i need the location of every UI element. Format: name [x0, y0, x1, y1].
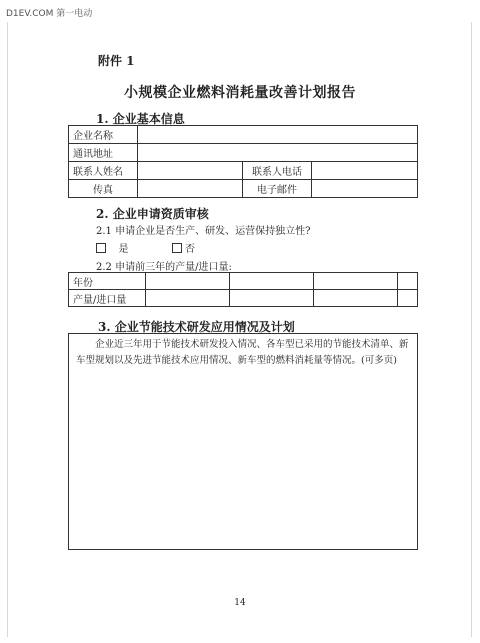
section-3-heading: 3. 企业节能技术研发应用情况及计划 [98, 320, 295, 334]
company-name-field[interactable] [138, 126, 418, 144]
year-cell-3[interactable] [314, 273, 398, 290]
fax-label: 传真 [69, 180, 138, 198]
document-title: 小规模企业燃料消耗量改善计划报告 [124, 85, 356, 101]
checkbox-icon[interactable] [172, 243, 182, 253]
site-watermark: D1EV.COM 第一电动 [6, 9, 93, 19]
option-yes-label: 是 [118, 244, 129, 255]
option-no-label: 否 [185, 244, 195, 255]
volume-cell-2[interactable] [230, 290, 314, 307]
table-row [69, 144, 418, 162]
email-field[interactable] [312, 180, 418, 198]
table-row [69, 273, 418, 290]
production-table [68, 272, 418, 307]
section-2-heading: 2. 企业申请资质审核 [96, 207, 209, 221]
question-independence: 2.1 申请企业是否生产、研发、运营保持独立性? [96, 226, 311, 237]
year-cell-4[interactable] [398, 273, 418, 290]
table-row [69, 290, 418, 307]
report-instructions: 企业近三年用于节能技术研发投入情况、各车型已采用的节能技术清单、新车型规划以及先进节能技术应用情况、新车型的燃料消耗量等情况。(可多页) [76, 339, 409, 366]
volume-label: 产量/进口量 [69, 290, 146, 307]
page-number: 14 [234, 598, 246, 608]
option-yes[interactable] [96, 240, 129, 255]
option-no[interactable] [172, 240, 195, 255]
year-cell-2[interactable] [230, 273, 314, 290]
year-cell-1[interactable] [146, 273, 230, 290]
section-1-heading: 1. 企业基本信息 [96, 112, 185, 126]
address-label: 通讯地址 [69, 144, 138, 162]
company-info-table [68, 125, 418, 198]
contact-name-field[interactable] [138, 162, 243, 180]
year-label: 年份 [69, 273, 146, 290]
volume-cell-1[interactable] [146, 290, 230, 307]
question-volume: 2.2 申请前三年的产量/进口量: [96, 262, 232, 273]
volume-cell-4[interactable] [398, 290, 418, 307]
contact-phone-label: 联系人电话 [243, 162, 312, 180]
company-name-label: 企业名称 [69, 126, 138, 144]
contact-name-label: 联系人姓名 [69, 162, 138, 180]
email-label: 电子邮件 [243, 180, 312, 198]
address-field[interactable] [138, 144, 418, 162]
contact-phone-field[interactable] [312, 162, 418, 180]
table-row [69, 180, 418, 198]
volume-cell-3[interactable] [314, 290, 398, 307]
checkbox-icon[interactable] [96, 243, 106, 253]
table-row [69, 162, 418, 180]
table-row [69, 126, 418, 144]
attachment-label: 附件 1 [98, 54, 135, 68]
fax-field[interactable] [138, 180, 243, 198]
